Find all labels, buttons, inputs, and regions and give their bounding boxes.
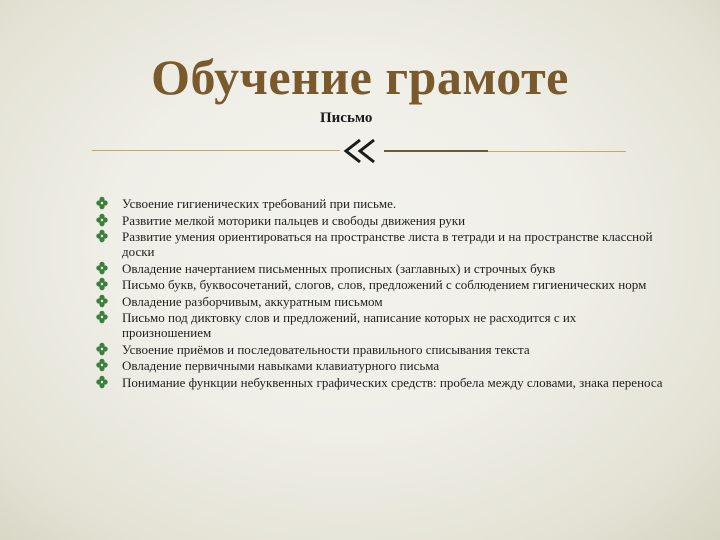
clover-diamond-icon <box>96 294 108 308</box>
list-item-text: Усвоение приёмов и последовательности правильного списывания текста <box>122 341 530 357</box>
list-item-text: Овладение разборчивым, аккуратным письмом <box>122 293 383 309</box>
clover-diamond-icon <box>96 277 108 291</box>
double-chevron-left-icon <box>340 137 384 165</box>
list-item-text: Развитие мелкой моторики пальцев и свободы движения руки <box>122 212 466 228</box>
list-item <box>96 277 666 292</box>
clover-diamond-icon <box>96 213 108 227</box>
list-item-text: Понимание функции небуквенных графических средств: пробела между словами, знака переноса <box>122 374 663 390</box>
divider-line-right-dark <box>384 150 488 152</box>
list-item <box>96 294 666 309</box>
list-item <box>96 196 666 211</box>
clover-diamond-icon <box>96 358 108 372</box>
list-item-text: Письмо под диктовку слов и предложений, написание которых не расходится с их произношением <box>122 310 577 340</box>
list-item-text: Развитие умения ориентироваться на пространстве листа в тетради и на пространстве классной доски <box>122 229 653 259</box>
clover-diamond-icon <box>96 375 108 389</box>
divider-line-right <box>488 151 626 152</box>
bullet-list <box>96 196 666 391</box>
clover-diamond-icon <box>96 229 108 243</box>
list-item-text: Усвоение гигиенических требований при письме. <box>122 196 397 211</box>
slide-subtitle: Письмо <box>320 110 373 126</box>
clover-diamond-icon <box>96 342 108 356</box>
list-item <box>96 229 666 259</box>
slide-title: Обучение грамоте <box>151 49 569 105</box>
clover-diamond-icon <box>96 196 108 210</box>
list-item <box>96 358 666 373</box>
list-item-text: Письмо букв, буквосочетаний, слогов, слов, предложений с соблюдением гигиенических норм <box>122 277 647 292</box>
list-item <box>96 342 666 357</box>
list-item <box>96 261 666 276</box>
list-item-text: Овладение начертанием письменных прописных (заглавных) и строчных букв <box>122 260 556 276</box>
divider-line-left <box>92 150 340 151</box>
list-item <box>96 213 666 228</box>
clover-diamond-icon <box>96 261 108 275</box>
list-item <box>96 375 666 390</box>
list-item-text: Овладение первичными навыками клавиатурного письма <box>122 358 440 373</box>
clover-diamond-icon <box>96 310 108 324</box>
list-item <box>96 310 666 340</box>
